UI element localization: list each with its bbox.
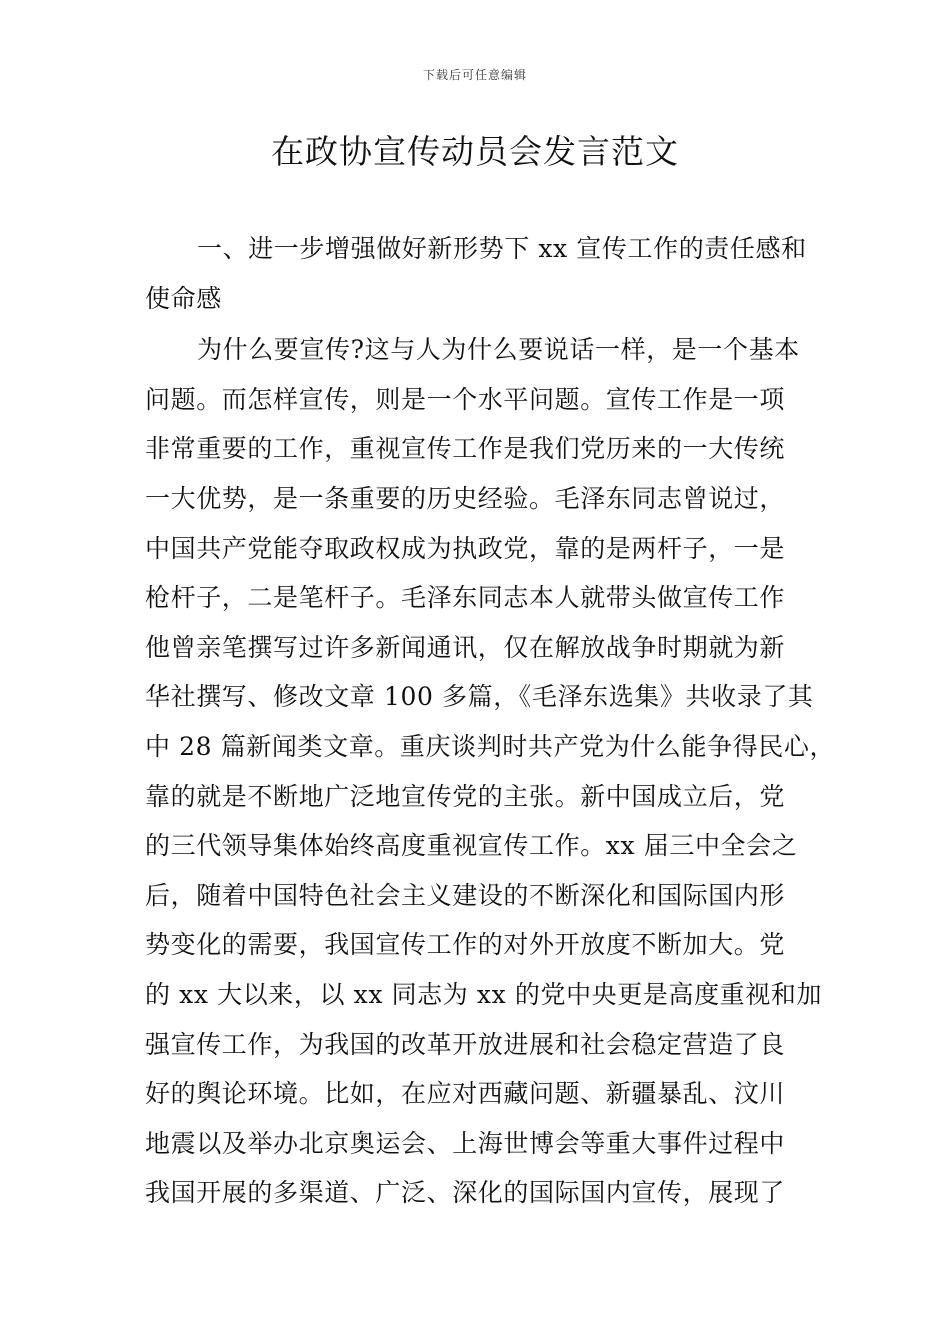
paragraph-line: 的三代领导集体始终高度重视宣传工作。xx 届三中全会之 [145,831,798,861]
paragraph-line: 中国共产党能夺取政权成为执政党，靠的是两杆子，一是 [145,533,786,563]
paragraph-line: 为什么要宣传?这与人为什么要说话一样，是一个基本 [197,335,800,365]
paragraph-line: 一大优势，是一条重要的历史经验。毛泽东同志曾说过， [145,483,786,513]
section-heading-line: 一、进一步增强做好新形势下 xx 宣传工作的责任感和 [197,234,807,263]
header-note: 下载后可任意编辑 [422,68,527,82]
paragraph-line: 他曾亲笔撰写过许多新闻通讯，仅在解放战争时期就为新 [145,632,786,662]
paragraph-line: 后，随着中国特色社会主义建设的不断深化和国际国内形 [145,880,786,910]
paragraph-line: 势变化的需要，我国宣传工作的对外开放度不断加大。党 [145,930,786,960]
paragraph-line: 好的舆论环境。比如，在应对西藏问题、新疆暴乱、汶川 [145,1079,786,1109]
paragraph-line: 中 28 篇新闻类文章。重庆谈判时共产党为什么能争得民心， [145,731,836,761]
paragraph-line: 非常重要的工作，重视宣传工作是我们党历来的一大传统 [145,434,786,464]
document-body [145,224,836,1218]
document-title: 在政协宣传动员会发言范文 [271,132,679,171]
paragraph-line: 靠的就是不断地广泛地宣传党的主张。新中国成立后，党 [145,781,786,811]
paragraph-line: 问题。而怎样宣传，则是一个水平问题。宣传工作是一项 [145,384,786,414]
paragraph-line: 强宣传工作，为我国的改革开放进展和社会稳定营造了良 [145,1029,786,1059]
section-heading-line: 使命感 [145,283,222,313]
paragraph-line: 地震以及举办北京奥运会、上海世博会等重大事件过程中 [145,1128,786,1158]
paragraph-line: 我国开展的多渠道、广泛、深化的国际国内宣传，展现了 [145,1178,786,1208]
paragraph-line: 枪杆子，二是笔杆子。毛泽东同志本人就带头做宣传工作 [145,583,786,613]
paragraph-line: 的 xx 大以来，以 xx 同志为 xx 的党中央更是高度重视和加 [145,979,823,1009]
paragraph-line: 华社撰写、修改文章 100 多篇，《毛泽东选集》共收录了其 [145,682,814,712]
